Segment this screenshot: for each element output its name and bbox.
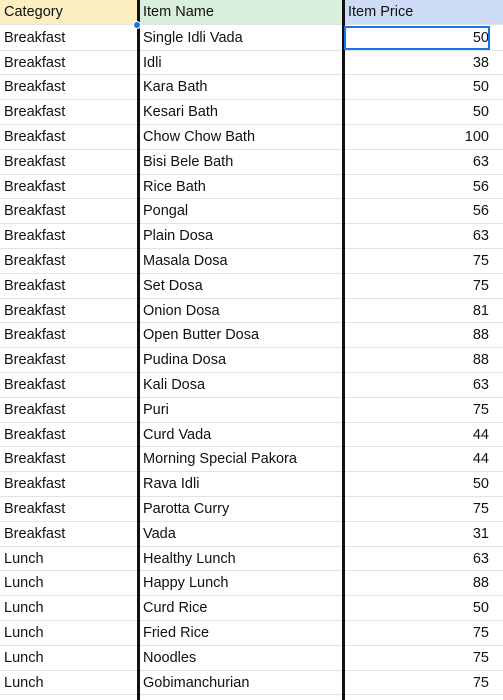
cell-item-price[interactable]: 75: [472, 649, 489, 666]
cell-item-name[interactable]: Gobimanchurian: [143, 674, 250, 691]
cell-category[interactable]: Breakfast: [4, 277, 66, 294]
cell-item-name[interactable]: Open Butter Dosa: [143, 327, 260, 344]
table-row: [0, 75, 503, 100]
cell-item-price[interactable]: 75: [472, 253, 489, 269]
cell-category[interactable]: Breakfast: [4, 253, 66, 269]
table-row: [0, 671, 503, 696]
cell-category[interactable]: Lunch: [4, 674, 44, 691]
cell-category[interactable]: Breakfast: [4, 79, 66, 96]
table-row: [0, 447, 503, 472]
cell-item-price[interactable]: 75: [472, 501, 489, 517]
cell-item-name[interactable]: Parotta Curry: [143, 501, 230, 517]
cell-item-price[interactable]: 56: [472, 178, 489, 195]
fill-handle[interactable]: [133, 21, 141, 29]
table-row: [0, 274, 503, 299]
cell-item-price[interactable]: 75: [472, 625, 489, 641]
cell-item-name[interactable]: Set Dosa: [143, 277, 203, 294]
table-row: [0, 51, 503, 76]
cell-item-name[interactable]: Rava Idli: [143, 476, 200, 493]
cell-item-name[interactable]: Pongal: [143, 203, 189, 220]
cell-item-price[interactable]: 38: [472, 54, 489, 71]
column-header-item-price[interactable]: Item Price: [344, 0, 503, 24]
cell-item-price[interactable]: 88: [472, 327, 489, 344]
cell-category[interactable]: Breakfast: [4, 352, 66, 369]
cell-category[interactable]: Breakfast: [4, 302, 66, 319]
cell-category[interactable]: Breakfast: [4, 501, 66, 517]
table-row: [0, 100, 503, 125]
cell-item-price[interactable]: 88: [472, 352, 489, 369]
cell-category[interactable]: Breakfast: [4, 377, 66, 393]
cell-item-price[interactable]: 50: [472, 104, 489, 121]
table-row: [0, 175, 503, 200]
cell-item-name[interactable]: Curd Rice: [143, 600, 208, 617]
cell-item-price[interactable]: 50: [472, 600, 489, 617]
cell-category[interactable]: Breakfast: [4, 525, 66, 542]
cell-item-price[interactable]: 44: [472, 451, 489, 468]
table-row: [0, 224, 503, 249]
table-row: [0, 497, 503, 522]
cell-item-name[interactable]: Morning Special Pakora: [143, 451, 297, 468]
cell-item-price[interactable]: 63: [472, 550, 489, 567]
cell-item-price[interactable]: 44: [472, 426, 489, 443]
cell-item-price[interactable]: 50: [472, 476, 489, 493]
cell-category[interactable]: Lunch: [4, 600, 44, 617]
table-row: [0, 150, 503, 175]
cell-category[interactable]: Breakfast: [4, 29, 66, 46]
table-row: [0, 299, 503, 324]
cell-item-name[interactable]: Plain Dosa: [143, 228, 214, 245]
cell-item-name[interactable]: Vada: [143, 525, 176, 542]
cell-category[interactable]: Breakfast: [4, 178, 66, 195]
table-row: [0, 547, 503, 572]
table-row: [0, 249, 503, 274]
table-row: [0, 646, 503, 671]
cell-item-name[interactable]: Kesari Bath: [143, 104, 218, 121]
cell-item-price[interactable]: 56: [472, 203, 489, 220]
cell-item-price[interactable]: 75: [472, 674, 489, 691]
cell-item-name[interactable]: Idli: [143, 54, 162, 71]
cell-category[interactable]: Breakfast: [4, 451, 66, 468]
table-row: [0, 323, 503, 348]
cell-item-name[interactable]: Onion Dosa: [143, 302, 220, 319]
cell-category[interactable]: Breakfast: [4, 476, 66, 493]
cell-item-price[interactable]: 63: [472, 153, 489, 170]
column-border-thick: [342, 0, 345, 700]
cell-item-name[interactable]: Happy Lunch: [143, 575, 229, 592]
table-row: [0, 373, 503, 398]
cell-item-price[interactable]: 81: [472, 302, 489, 319]
cell-category[interactable]: Breakfast: [4, 54, 66, 71]
cell-item-price[interactable]: 50: [472, 79, 489, 96]
header-row: [0, 0, 503, 25]
cell-category[interactable]: Breakfast: [4, 203, 66, 220]
table-row: [0, 621, 503, 646]
cell-item-price[interactable]: 100: [464, 129, 489, 145]
table-row: [0, 26, 503, 51]
cell-item-price[interactable]: 75: [472, 401, 489, 418]
cell-category[interactable]: Lunch: [4, 625, 44, 641]
table-row: [0, 596, 503, 621]
cell-item-price[interactable]: 75: [472, 277, 489, 294]
table-row: [0, 199, 503, 224]
cell-item-name[interactable]: Fried Rice: [143, 625, 210, 641]
table-row: [0, 125, 503, 150]
cell-item-name[interactable]: Puri: [143, 401, 169, 418]
cell-item-price[interactable]: 63: [472, 377, 489, 393]
column-header-category[interactable]: Category: [0, 0, 138, 24]
cell-category[interactable]: Lunch: [4, 649, 44, 666]
cell-item-name[interactable]: Curd Vada: [143, 426, 212, 443]
cell-category[interactable]: Breakfast: [4, 426, 66, 443]
cell-item-name[interactable]: Chow Chow Bath: [143, 129, 256, 145]
column-header-item-name[interactable]: Item Name: [139, 0, 342, 24]
cell-item-name[interactable]: Masala Dosa: [143, 253, 228, 269]
cell-item-name[interactable]: Noodles: [143, 649, 197, 666]
cell-item-name[interactable]: Kara Bath: [143, 79, 208, 96]
cell-item-name[interactable]: Rice Bath: [143, 178, 206, 195]
cell-item-name[interactable]: Pudina Dosa: [143, 352, 227, 369]
table-row: [0, 398, 503, 423]
cell-item-name[interactable]: Single Idli Vada: [143, 29, 243, 46]
cell-item-price[interactable]: 50: [472, 29, 489, 46]
table-row: [0, 423, 503, 448]
table-row: [0, 522, 503, 547]
table-row: [0, 348, 503, 373]
table-row: [0, 571, 503, 596]
cell-category[interactable]: Breakfast: [4, 104, 66, 121]
cell-category[interactable]: Breakfast: [4, 129, 66, 145]
cell-category[interactable]: Breakfast: [4, 327, 66, 344]
cell-item-name[interactable]: Kali Dosa: [143, 377, 206, 393]
cell-category[interactable]: Lunch: [4, 550, 44, 567]
cell-item-price[interactable]: 31: [472, 525, 489, 542]
cell-category[interactable]: Breakfast: [4, 153, 66, 170]
cell-item-price[interactable]: 88: [472, 575, 489, 592]
cell-item-name[interactable]: Bisi Bele Bath: [143, 153, 234, 170]
cell-item-price[interactable]: 63: [472, 228, 489, 245]
column-border-thick: [137, 0, 140, 700]
cell-category[interactable]: Breakfast: [4, 401, 66, 418]
cell-category[interactable]: Lunch: [4, 575, 44, 592]
cell-category[interactable]: Breakfast: [4, 228, 66, 245]
cell-item-name[interactable]: Healthy Lunch: [143, 550, 236, 567]
table-row: [0, 472, 503, 497]
